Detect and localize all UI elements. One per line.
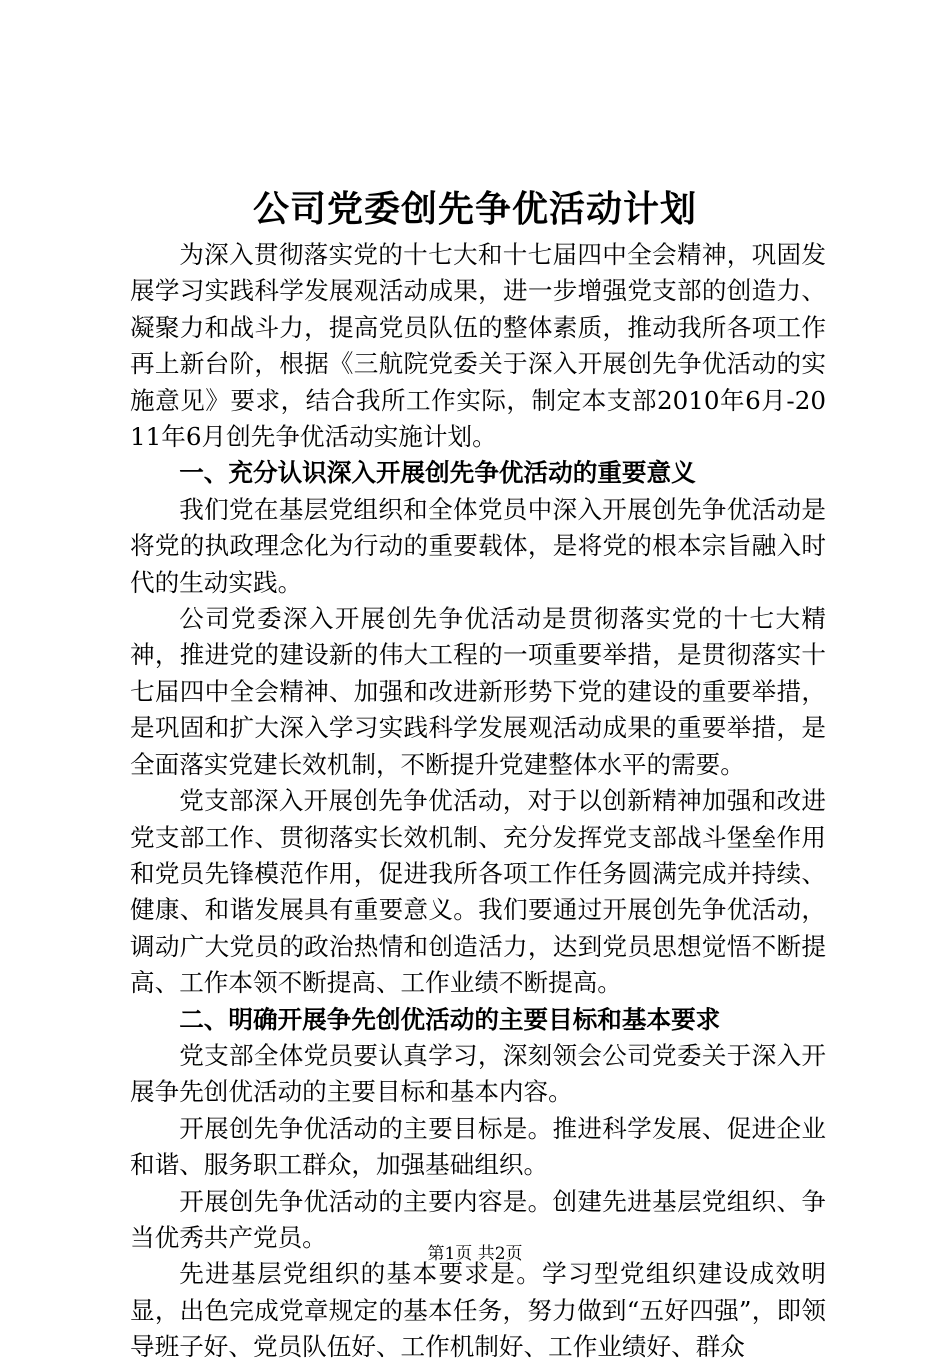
paragraph: 党支部深入开展创先争优活动，对于以创新精神加强和改进党支部工作、贯彻落实长效机制、充分发挥党支部战斗堡垒作用和党员先锋模范作用，促进我所各项工作任务圆满完成并持续、健康、和谐发展具有重要意义。我们要通过开展创先争优活动，调动广大党员的政治热情和创造活力，达到党员思想觉悟不断提高、工作本领不断提高、工作业绩不断提高。 xyxy=(130,786,826,998)
paragraph: 先进基层党组织的基本要求是。学习型党组织建设成效明显，出色完成党章规定的基本任务，努力做到“五好四强”，即领导班子好、党员队伍好、工作机制好、工作业绩好、群众 xyxy=(130,1259,826,1362)
document-title: 公司党委创先争优活动计划 xyxy=(252,189,697,230)
section-heading-2: 二、明确开展争先创优活动的主要目标和基本要求 xyxy=(179,1004,721,1034)
section-heading-1: 一、充分认识深入开展创先争优活动的重要意义 xyxy=(179,458,696,488)
paragraph-intro: 为深入贯彻落实党的十七大和十七届四中全会精神，巩固发展学习实践科学发展观活动成果，进一步增强党支部的创造力、凝聚力和战斗力，提高党员队伍的整体素质，推动我所各项工作再上新台阶，根据《三航院党委关于深入开展创先争优活动的实施意见》要求，结合我所工作实际，制定本支部2010年6月-2011年6月创先争优活动实施计划。 xyxy=(130,240,826,452)
paragraph: 开展创先争优活动的主要目标是。推进科学发展、促进企业和谐、服务职工群众，加强基础组织。 xyxy=(130,1113,826,1180)
paragraph: 开展创先争优活动的主要内容是。创建先进基层党组织、争当优秀共产党员。 xyxy=(130,1186,826,1252)
paragraph: 我们党在基层党组织和全体党员中深入开展创先争优活动是将党的执政理念化为行动的重要载体，是将党的根本宗旨融入时代的生动实践。 xyxy=(130,494,826,597)
paragraph: 公司党委深入开展创先争优活动是贯彻落实党的十七大精神，推进党的建设新的伟大工程的一项重要举措，是贯彻落实十七届四中全会精神、加强和改进新形势下党的建设的重要举措，是巩固和扩大深入学习实践科学发展观活动成果的重要举措，是全面落实党建长效机制，不断提升党建整体水平的需要。 xyxy=(130,604,826,779)
document-body xyxy=(130,237,826,1366)
paragraph: 党支部全体党员要认真学习，深刻领会公司党委关于深入开展争先创优活动的主要目标和基本内容。 xyxy=(130,1040,826,1107)
page-number-footer: 第1页 共2页 xyxy=(427,1244,523,1264)
